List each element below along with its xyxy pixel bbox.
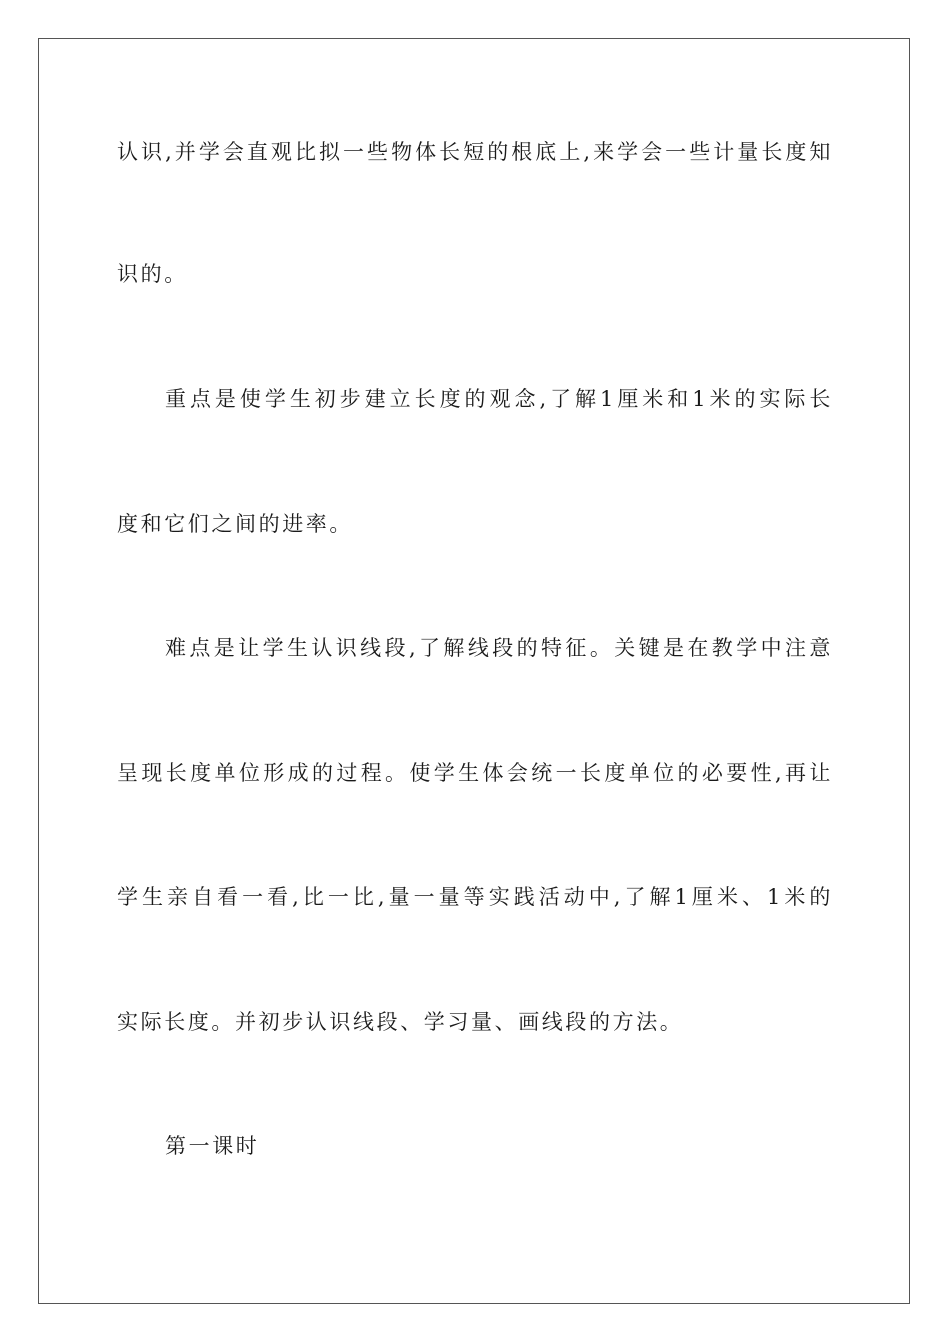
body-text-line: 呈现长度单位形成的过程。使学生体会统一长度单位的必要性,再让 bbox=[117, 761, 833, 785]
section-heading: 第一课时 bbox=[165, 1134, 260, 1158]
paragraph-first-line: 重点是使学生初步建立长度的观念,了解1厘米和1米的实际长 bbox=[165, 387, 833, 411]
body-text-line: 度和它们之间的进率。 bbox=[117, 512, 353, 536]
page-border bbox=[38, 38, 910, 1304]
body-text-line: 学生亲自看一看,比一比,量一量等实践活动中,了解1厘米、1米的 bbox=[117, 885, 833, 909]
paragraph-first-line: 难点是让学生认识线段,了解线段的特征。关键是在教学中注意 bbox=[165, 636, 833, 660]
body-text-line: 认识,并学会直观比拟一些物体长短的根底上,来学会一些计量长度知 bbox=[117, 140, 833, 164]
body-text-line: 实际长度。并初步认识线段、学习量、画线段的方法。 bbox=[117, 1010, 684, 1034]
body-text-line: 识的。 bbox=[117, 262, 188, 286]
